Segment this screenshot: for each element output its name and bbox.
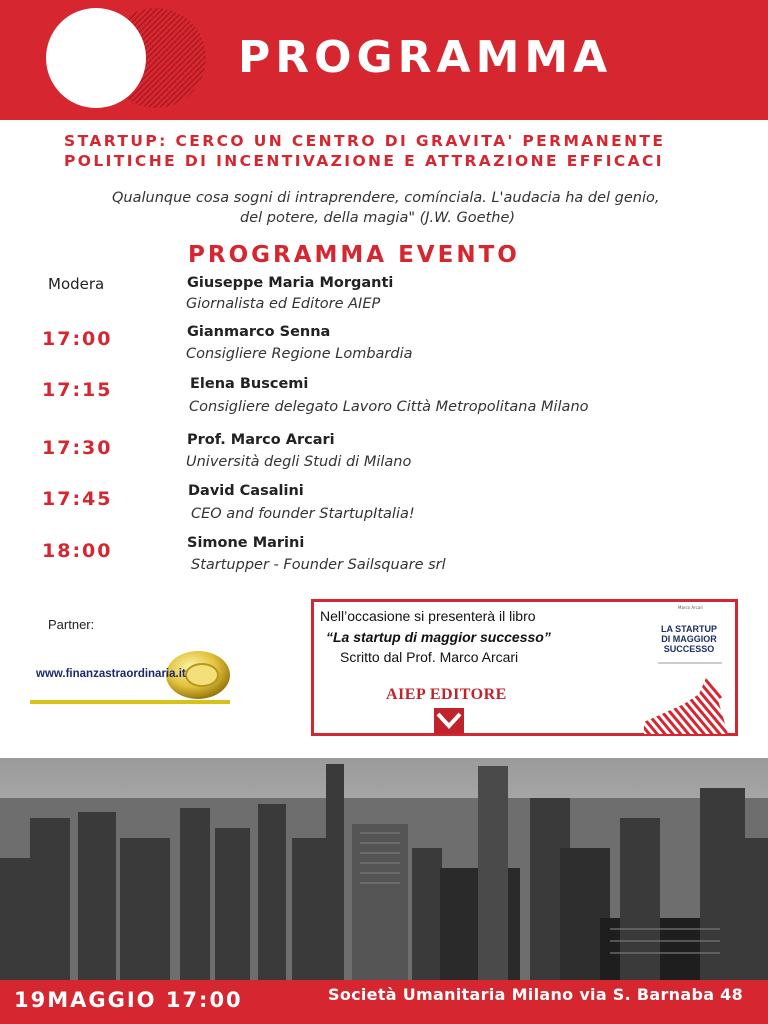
moderator-name: Giuseppe Maria Morganti xyxy=(187,275,394,291)
speaker-role: Università degli Studi di Milano xyxy=(186,454,412,470)
book-cover-title: LA STARTUP DI MAGGIOR SUCCESSO xyxy=(661,624,717,654)
footer-banner xyxy=(0,980,768,1024)
partner-logo-text: www.finanzastraordinaria.it xyxy=(36,668,186,680)
agenda-time: 17:30 xyxy=(42,437,113,459)
agenda-time: 17:15 xyxy=(42,379,113,401)
city-skyline-image xyxy=(0,758,768,980)
partner-label: Partner: xyxy=(48,617,95,632)
event-location: Società Umanitaria Milano via S. Barnaba 48 xyxy=(328,985,744,1004)
subtitle-line-2: POLITICHE DI INCENTIVAZIONE E ATTRAZIONE EFFICACI xyxy=(64,152,664,170)
book-cover-author: Marco Arcari xyxy=(678,605,704,610)
event-date: 19MAGGIO 17:00 xyxy=(14,988,243,1012)
program-title: PROGRAMMA EVENTO xyxy=(188,242,520,268)
header-banner xyxy=(0,0,768,120)
speaker-name: Simone Marini xyxy=(187,535,305,551)
partner-underline xyxy=(30,700,230,704)
agenda-time: 17:00 xyxy=(42,328,113,350)
agenda-time: 17:45 xyxy=(42,488,113,510)
speaker-name: Gianmarco Senna xyxy=(187,324,331,340)
speaker-name: Elena Buscemi xyxy=(190,376,309,392)
speaker-role: Consigliere Regione Lombardia xyxy=(186,346,413,362)
book-cover-rule xyxy=(658,662,722,664)
moderator-role: Giornalista ed Editore AIEP xyxy=(186,296,381,312)
book-cover xyxy=(644,604,734,732)
speaker-role: CEO and founder StartupItalia! xyxy=(191,506,415,522)
page-title: PROGRAMMA xyxy=(238,32,613,83)
speaker-role: Consigliere delegato Lavoro Città Metropolitana Milano xyxy=(189,399,589,415)
book-author-line: Scritto dal Prof. Marco Arcari xyxy=(340,649,519,665)
quote-line-1: Qualunque cosa sogni di intraprendere, comínciala. L'audacia ha del genio, xyxy=(112,190,660,206)
event-logo xyxy=(44,8,214,108)
publisher-name: AIEP EDITORE xyxy=(386,686,507,703)
book-announcement xyxy=(311,599,738,736)
publisher-logo-icon xyxy=(434,708,464,734)
speaker-name: Prof. Marco Arcari xyxy=(187,432,335,448)
speaker-role: Startupper - Founder Sailsquare srl xyxy=(191,557,446,573)
speaker-name: David Casalini xyxy=(188,483,304,499)
agenda-time: 18:00 xyxy=(42,540,113,562)
moderator-label: Modera xyxy=(48,275,105,293)
subtitle-line-1: STARTUP: CERCO UN CENTRO DI GRAVITA' PERMANENTE xyxy=(64,132,666,150)
book-intro: Nell’occasione si presenterà il libro xyxy=(320,608,536,624)
book-title: “La startup di maggior successo” xyxy=(326,629,551,645)
quote-line-2: del potere, della magia" (J.W. Goethe) xyxy=(240,210,516,226)
book-cover-arrow-icon xyxy=(644,674,734,734)
